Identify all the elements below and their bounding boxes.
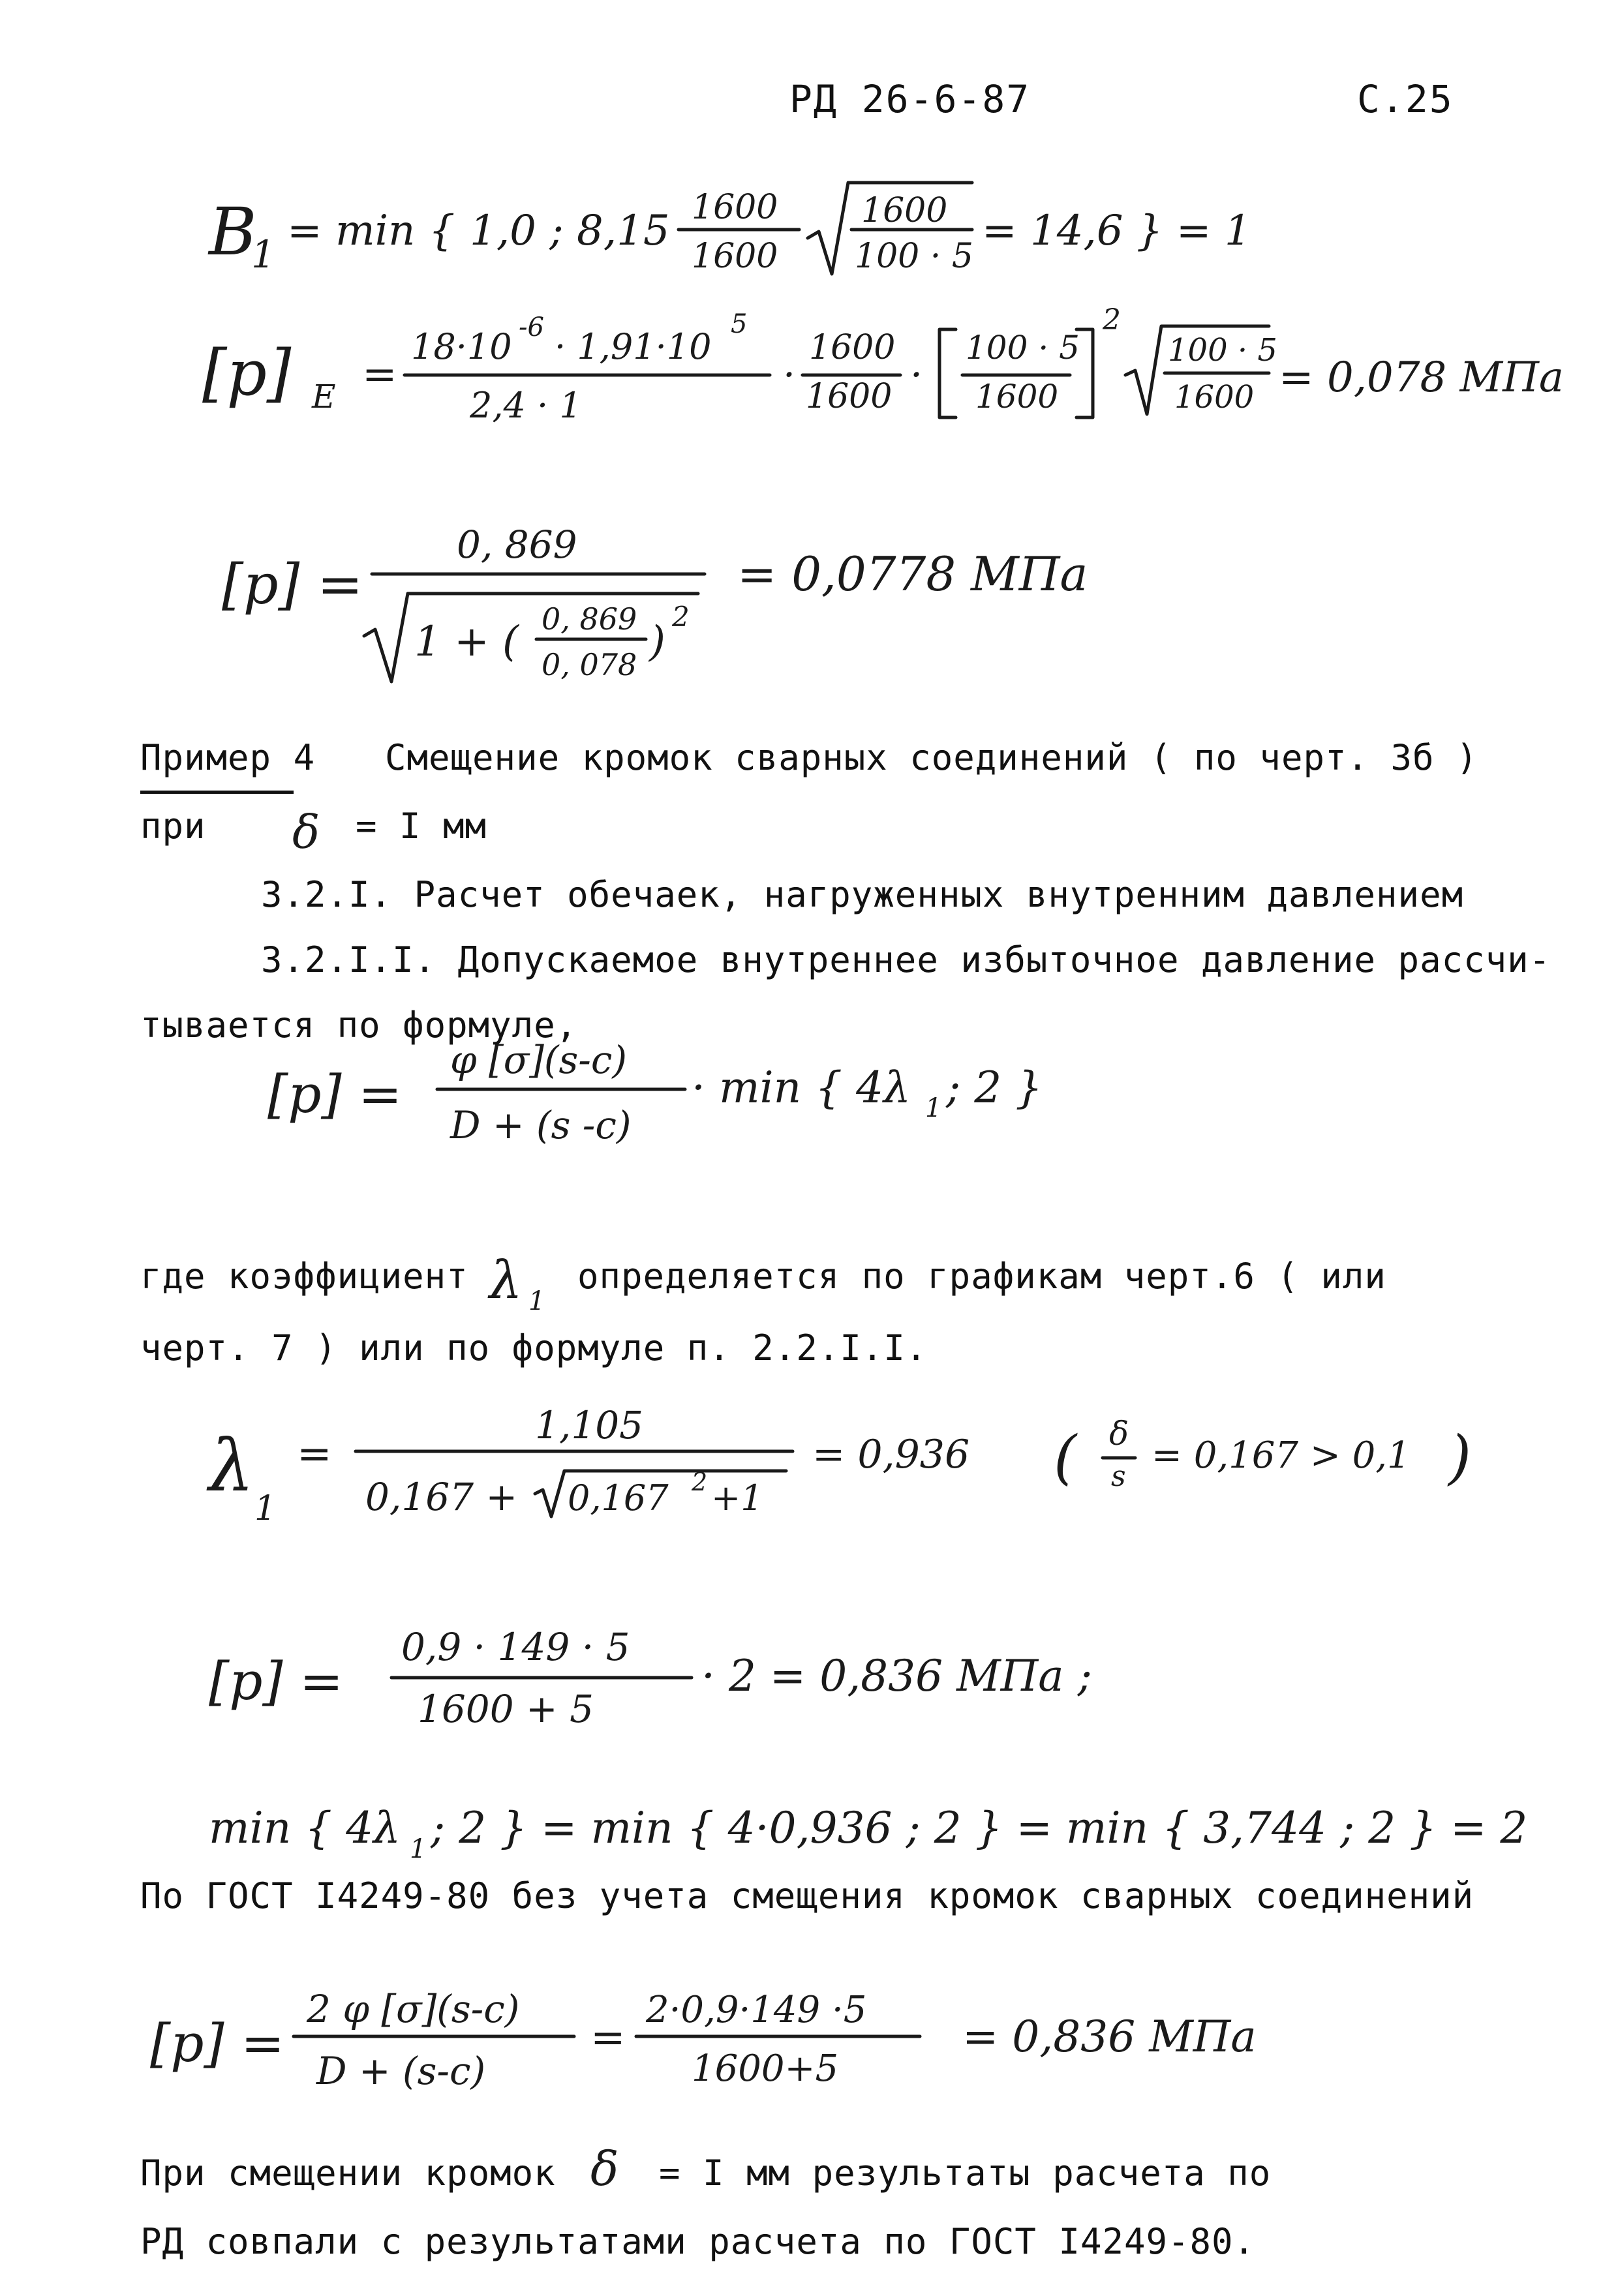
l1-den-exp: 2: [692, 1468, 708, 1496]
formula-b1: [207, 183, 1251, 277]
p2-lhs: [p] =: [267, 1064, 403, 1125]
where-text-3: черт. 7 ) или по формуле п. 2.2.I.I.: [140, 1327, 928, 1368]
p2-tail-end: ; 2 }: [946, 1063, 1043, 1113]
l1-note-num: δ: [1109, 1415, 1129, 1453]
pe-f3-den: 1600: [975, 378, 1059, 415]
pe-left-bracket: [939, 329, 956, 417]
pe-lhs: [p]: [202, 337, 292, 410]
p4-lhs: [p] =: [150, 2013, 285, 2074]
p1-sq: 2: [672, 601, 690, 633]
l1-num: 1,105: [535, 1403, 644, 1447]
formula-p4: [150, 1987, 1257, 2093]
b1-frac-num: 1600: [692, 188, 778, 227]
mn-text1: min { 4λ: [209, 1803, 401, 1853]
delta-symbol: δ: [292, 806, 320, 859]
p2-num: φ [σ](s-c): [450, 1038, 627, 1082]
at-label: при: [140, 806, 206, 847]
example-label: Пример 4: [140, 737, 316, 778]
p4-den1: D + (s-c): [316, 2049, 486, 2093]
pe-root-den: 1600: [1174, 379, 1255, 415]
b1-root-den: 100 · 5: [855, 237, 973, 276]
section-3-2-1-1: 3.2.I.I. Допускаемое внутреннее избыточное давление рассчи-: [261, 939, 1551, 980]
delta-value: = I мм: [356, 806, 487, 847]
mn-text2: ; 2 } = min { 4·0,936 ; 2 } = min { 3,744 ; 2 } = 2: [431, 1803, 1528, 1853]
b1-values: 1,0 ; 8,15: [470, 207, 670, 255]
b1-frac-den: 1600: [692, 237, 778, 276]
formula-lambda1: [206, 1403, 1471, 1528]
where-text-2: определяется по графикам черт.6 ( или: [577, 1256, 1386, 1297]
l1-result: = 0,936: [812, 1432, 970, 1477]
p1-inner-den: 0, 078: [542, 647, 637, 682]
example-underline: [140, 791, 294, 794]
formula-min: [209, 1803, 1527, 1864]
p4-num2: 2·0,9·149 ·5: [646, 1989, 867, 2031]
p3-num: 0,9 · 149 · 5: [401, 1625, 630, 1669]
pe-eq: =: [362, 350, 397, 399]
final-text-1b: = I мм результаты расчета по: [659, 2152, 1272, 2194]
p3-tail: · 2 = 0,836 MПa ;: [701, 1651, 1092, 1701]
l1-den-root: 0,167: [568, 1477, 669, 1518]
b1-lhs-sub: 1: [251, 232, 275, 277]
p2-den: D + (s -c): [450, 1103, 632, 1147]
pe-sq: 2: [1103, 303, 1121, 337]
b1-lead: = min {: [287, 207, 455, 255]
formula-p2: [267, 1038, 1043, 1147]
l1-den-pre: 0,167 +: [365, 1475, 518, 1519]
p1-inner-num: 0, 869: [542, 601, 637, 637]
pe-f3-num: 100 · 5: [966, 329, 1080, 367]
p4-eq2: =: [590, 2014, 626, 2062]
pe-den: 2,4 · 1: [470, 385, 582, 426]
final-text-1a: При смещении кромок: [140, 2152, 556, 2194]
where-text-1: где коэффициент: [140, 1256, 468, 1297]
formula-p3: [209, 1625, 1092, 1731]
p1-den-pre: 1 + (: [414, 618, 519, 666]
pe-result: = 0,078 MПa: [1279, 354, 1565, 402]
p2-tail-sub: 1: [925, 1093, 942, 1123]
p4-den2: 1600+5: [692, 2047, 839, 2090]
page-number: С.25: [1357, 77, 1454, 121]
section-3-2-1-1-cont: тывается по формуле,: [140, 1004, 578, 1046]
p1-num: 0, 869: [457, 522, 577, 567]
document-code: РД 26-6-87: [789, 77, 1031, 121]
l1-lhs-sub: 1: [254, 1489, 277, 1528]
p3-den: 1600 + 5: [418, 1687, 594, 1731]
formula-p1: [222, 522, 1088, 682]
b1-root-num: 1600: [861, 191, 948, 230]
l1-note-open: (: [1054, 1423, 1077, 1492]
l1-den-post: +1: [711, 1477, 763, 1518]
mn-sub1: 1: [410, 1834, 427, 1864]
pe-num-mid: · 1,91·10: [555, 326, 712, 367]
pe-dot1: ·: [783, 352, 796, 398]
l1-note-den: s: [1111, 1460, 1126, 1493]
final-delta-symbol: δ: [590, 2141, 619, 2196]
pe-num-exp1: -6: [519, 312, 544, 342]
b1-result: = 14,6 } = 1: [982, 207, 1251, 255]
pe-lhs-sub: E: [312, 378, 336, 415]
pe-f2-den: 1600: [806, 377, 893, 416]
p1-den-post: ): [649, 618, 665, 666]
pe-root-num: 100 · 5: [1168, 332, 1277, 369]
lambda-symbol: λ: [489, 1250, 523, 1310]
p1-result: = 0,0778 MПa: [737, 547, 1088, 601]
pe-f2-num: 1600: [809, 328, 896, 367]
gost-line: По ГОСТ I4249-80 без учета смещения кромок сварных соединений: [140, 1875, 1474, 1916]
example-title: Смещение кромок сварных соединений ( по черт. 3б ): [385, 737, 1478, 778]
p4-result: = 0,836 MПa: [962, 2012, 1257, 2062]
l1-lhs: λ: [209, 1424, 254, 1507]
formula-pe: [202, 303, 1564, 426]
final-text-2: РД совпали с результатами расчета по ГОСТ I4249-80.: [140, 2221, 1256, 2262]
pe-dot2: ·: [910, 352, 923, 398]
pe-num-exp2: 5: [731, 309, 748, 339]
l1-eq: =: [297, 1430, 332, 1478]
p4-num1: 2 φ [σ](s-c): [307, 1987, 520, 2031]
p1-lhs: [p] =: [222, 552, 363, 616]
p2-tail: · min { 4λ: [692, 1063, 911, 1113]
lambda-symbol-sub: 1: [528, 1286, 545, 1316]
b1-lhs: B: [209, 194, 257, 270]
pe-num: 18·10: [411, 326, 512, 367]
p3-lhs: [p] =: [209, 1651, 344, 1712]
section-3-2-1: 3.2.I. Расчет обечаек, нагруженных внутренним давлением: [261, 874, 1464, 915]
l1-note-close: ): [1448, 1423, 1472, 1492]
l1-note-val: = 0,167 > 0,1: [1152, 1434, 1411, 1477]
